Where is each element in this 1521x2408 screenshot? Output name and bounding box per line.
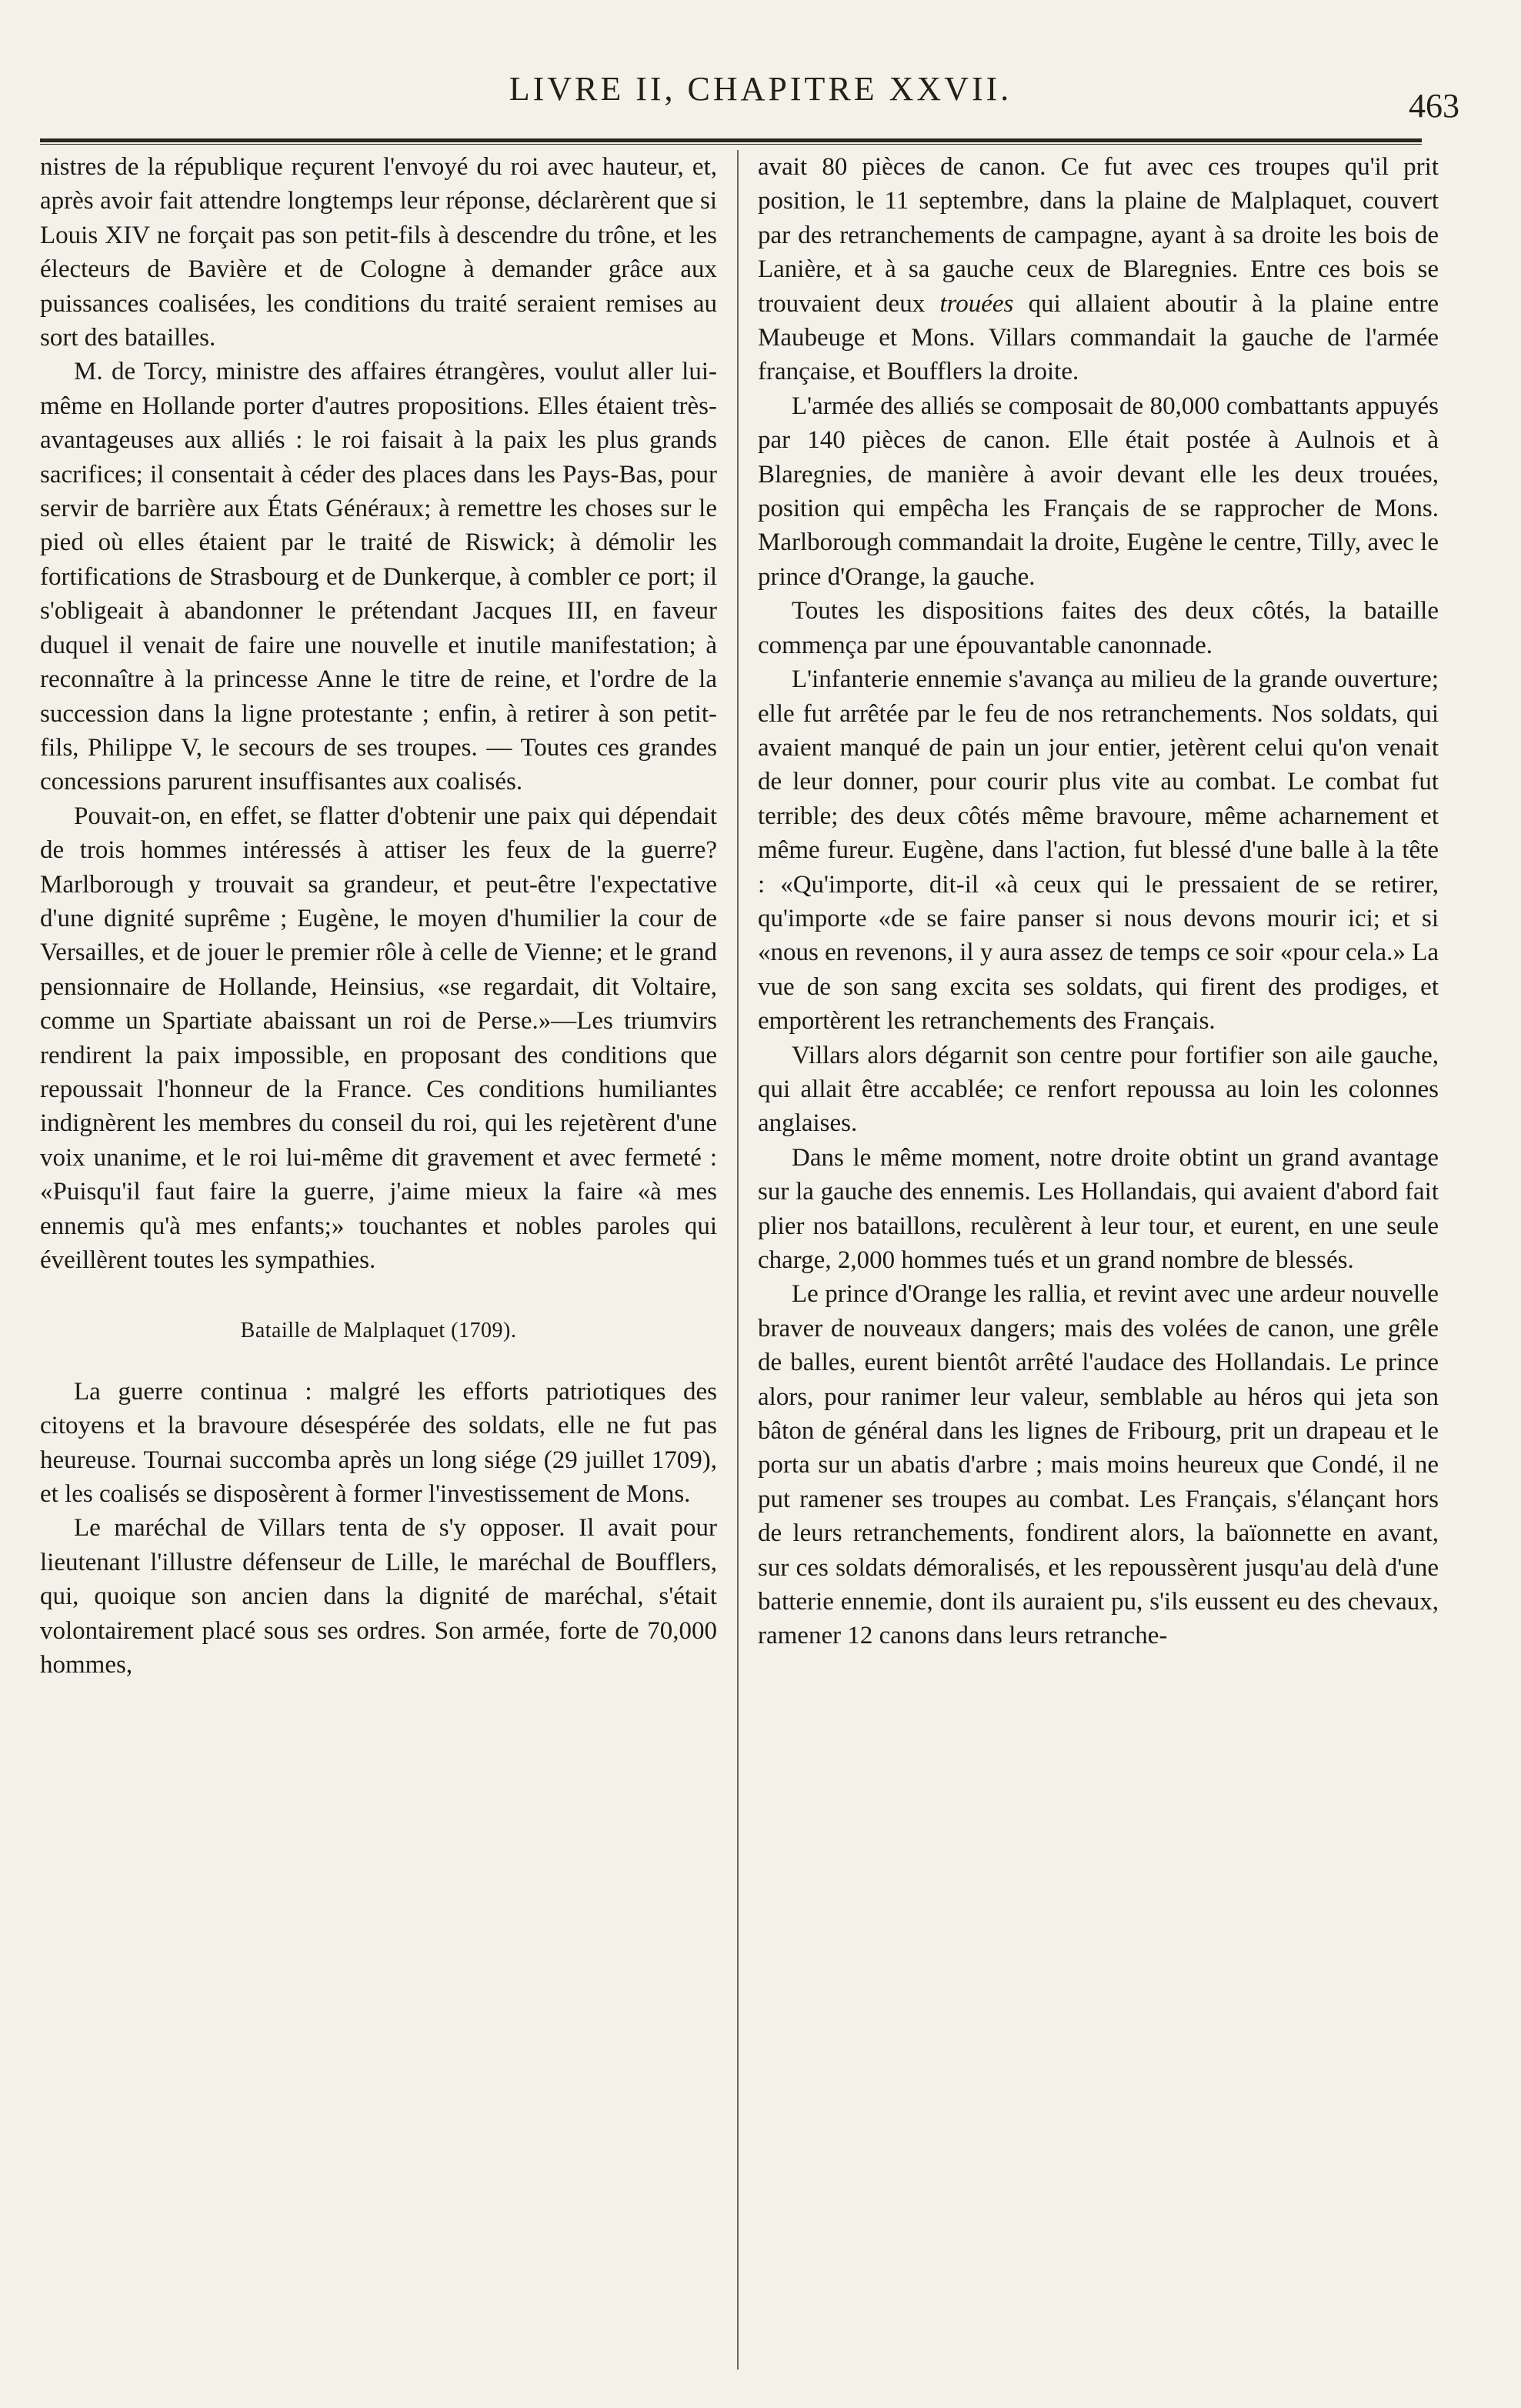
right-column xyxy=(758,150,1439,1653)
text-run: qui allaient aboutir à la plaine entre Maubeuge et Mons. Villars commandait la gauche de l'armée française, et Boufflers la droite. xyxy=(758,289,1439,386)
paragraph: Pouvait-on, en effet, se flatter d'obtenir une paix qui dépendait de trois hommes intéressés à attiser les feux de la guerre? Marlborough y trouvait sa grandeur, et peut-être l'expectative d'une dignité suprême ; Eugène, le moyen d'humilier la cour de Versailles, et de jouer le premier rôle à celle de Vienne; et le grand pensionnaire de Hollande, Heinsius, «se regardait, dit Voltaire, comme un Spartiate abaissant un roi de Perse.»—Les triumvirs rendirent la paix impossible, en proposant des conditions que repoussait l'honneur de la France. Ces conditions humiliantes indignèrent les membres du conseil du roi, qui les rejetèrent d'une voix unanime, et le roi lui-même dit gravement et avec fermeté : «Puisqu'il faut faire la guerre, j'aime mieux la faire «à mes ennemis qu'à mes enfants;» touchantes et nobles paroles qui éveillèrent toutes les sympathies. xyxy=(40,802,717,1274)
page-header xyxy=(31,69,1490,123)
paragraph: L'armée des alliés se composait de 80,000 combattants appuyés par 140 pièces de canon. Elle était postée à Aulnois et à Blaregnies, de manière à avoir devant elle les deux trouées, position qui empêcha les Français de se rapprocher de Mons. Marlborough commandait la droite, Eugène le centre, Tilly, avec le prince d'Orange, la gauche. xyxy=(758,392,1439,591)
header-rule xyxy=(40,138,1422,145)
paragraph: Le prince d'Orange les rallia, et revint avec une ardeur nouvelle braver de nouveaux dangers; mais des volées de canon, une grêle de balles, eurent bientôt arrêté l'audace des Hollandais. Le prince alors, pour ranimer leur valeur, semblable au héros qui jeta son bâton de général dans les lignes de Fribourg, prit un drapeau et le porta sur un abatis d'arbre ; mais moins heureux que Condé, il ne put ramener ses troupes au combat. Les Français, s'élançant hors de leurs retranchements, fondirent alors, la baïonnette en avant, sur ces soldats démoralisés, et les repoussèrent jusqu'au delà d'une batterie ennemie, dont ils auraient pu, s'ils eussent eu des chevaux, ramener 12 canons dans leurs retranche- xyxy=(758,1280,1439,1650)
paragraph: Le maréchal de Villars tenta de s'y opposer. Il avait pour lieutenant l'illustre défenseur de Lille, le maréchal de Boufflers, qui, quoique son ancien dans la dignité de maréchal, s'était volontairement placé sous ses ordres. Son armée, forte de 70,000 hommes, xyxy=(40,1514,717,1679)
left-column xyxy=(40,150,717,1682)
paragraph: Villars alors dégarnit son centre pour fortifier son aile gauche, qui allait être accablée; ce renfort repoussa au loin les colonnes anglaises. xyxy=(758,1041,1439,1138)
paragraph: Dans le même moment, notre droite obtint un grand avantage sur la gauche des ennemis. Les Hollandais, qui avaient d'abord fait plier nos bataillons, reculèrent à leur tour, et eurent, en une seule charge, 2,000 hommes tués et un grand nombre de blessés. xyxy=(758,1143,1439,1274)
text-run: avait 80 pièces de canon. Ce fut avec ces troupes qu'il prit position, le 11 septembre, dans la plaine de Malplaquet, couvert par des retranchements de campagne, ayant à sa droite les bois de Lanière, et à sa gauche ceux de Blaregnies. Entre ces bois se trouvaient deux xyxy=(758,153,1439,318)
paragraph xyxy=(758,150,1439,389)
paragraph: M. de Torcy, ministre des affaires étrangères, voulut aller lui-même en Hollande porter d'autres propositions. Elles étaient très-avantageuses aux alliés : le roi faisait à la paix les plus grands sacrifices; il consentait à céder des places dans les Pays-Bas, pour servir de barrière aux États Généraux; à remettre les choses sur le pied où elles étaient par le traité de Riswick; à démolir les fortifications de Strasbourg et de Dunkerque, à combler ce port; il s'obligeait à abandonner le prétendant Jacques III, en faveur duquel il venait de faire une nouvelle et inutile manifestation; à reconnaître à la princesse Anne le titre de reine, et l'ordre de la succession dans la ligne protestante ; enfin, à retirer à son petit-fils, Philippe V, le secours de ses troupes. — Toutes ces grandes concessions parurent insuffisantes aux coalisés. xyxy=(40,358,717,796)
running-title: LIVRE II, CHAPITRE XXVII. xyxy=(509,70,1012,108)
section-title: Bataille de Malplaquet (1709). xyxy=(240,1319,517,1343)
paragraph: nistres de la république reçurent l'envoyé du roi avec hauteur, et, après avoir fait attendre longtemps leur réponse, déclarèrent que si Louis XIV ne forçait pas son petit-fils à descendre du trône, et les électeurs de Bavière et de Cologne à demander grâce aux puissances coalisées, les conditions du traité seraient remises au sort des batailles. xyxy=(40,153,717,352)
italic-term: trouées xyxy=(939,289,1014,318)
paragraph: Toutes les dispositions faites des deux côtés, la bataille commença par une épouvantable canonnade. xyxy=(758,597,1439,659)
paragraph: L'infanterie ennemie s'avança au milieu de la grande ouverture; elle fut arrêtée par le feu de nos retranchements. Nos soldats, qui avaient manqué de pain un jour entier, jetèrent celui qu'on venait de leur donner, pour courir plus vite au combat. Le combat fut terrible; des deux côtés même bravoure, même acharnement et même fureur. Eugène, dans l'action, fut blessé d'une balle à la tête : «Qu'importe, dit-il «à ceux qui le pressaient de se retirer, qu'importe «de se faire panser si nous devons mourir ici; et si «nous en revenons, il y aura assez de temps ce soir «pour cela.» La vue de son sang excita ses soldats, qui firent des prodiges, et emportèrent les retranchements des Français. xyxy=(758,665,1439,1036)
paragraph: La guerre continua : malgré les efforts patriotiques des citoyens et la bravoure désespérée des soldats, elle ne fut pas heureuse. Tournai succomba après un long siége (29 juillet 1709), et les coalisés se disposèrent à former l'investissement de Mons. xyxy=(40,1377,717,1509)
column-divider xyxy=(737,150,739,2370)
page-number: 463 xyxy=(1409,87,1459,125)
